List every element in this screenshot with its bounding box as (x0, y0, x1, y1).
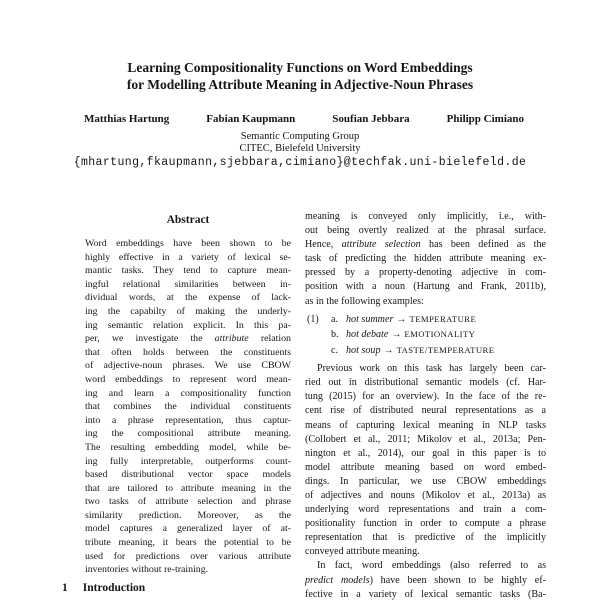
example-item (305, 312, 546, 328)
affiliation-group: Semantic Computing Group (240, 131, 360, 142)
example-attribute: EMOTIONALITY (404, 329, 476, 340)
text-line: as in the following examples: (305, 295, 424, 307)
text-line: of adjectives and nouns (Mikolov et al., 2013a) as (305, 490, 546, 501)
arrow-icon: → (383, 344, 394, 356)
example-phrase: hot summer (346, 313, 394, 325)
example-list-number: (1) (307, 313, 319, 325)
author-name: Soufian Jebbara (332, 113, 410, 125)
text-line: ingful relational similarities between in- (85, 278, 291, 290)
example-letter: b. (331, 329, 339, 341)
text-line: mantic tasks. They tend to capture mean- (85, 265, 291, 277)
text-line: representation that is predictive of the implicitly (305, 532, 546, 544)
example-list (305, 312, 546, 359)
right-column (305, 210, 546, 602)
text-line: position with a noun (Hartung and Frank, 2011b), (305, 281, 546, 293)
text-line: dividual words, at the expense of lack- (85, 292, 291, 304)
author-emails: {mhartung,fkaupmann,sjebbara,cimiano}@techfak.uni-bielefeld.de (73, 156, 527, 169)
abstract-heading: Abstract (166, 214, 210, 226)
text-line: into a phrase representation, thus captur- (85, 414, 291, 426)
section-number: 1 (62, 582, 68, 594)
text-line: ing fully interpretable, outperforms count- (85, 455, 291, 467)
paper-title-line-1: Learning Compositionality Functions on Word Embeddings (127, 60, 473, 75)
text-line: pressed by a property-denoting adjective in com- (305, 267, 546, 279)
text-line: dings. In particular, we use CBOW embeddings (305, 475, 546, 487)
paper-title (0, 60, 600, 93)
text-line: that combines the individual constituents (85, 401, 291, 413)
text-line: ried out in distributional semantic models (cf. Har- (305, 377, 546, 389)
example-letter: c. (331, 344, 339, 356)
text-line: out being overtly realized at the phrasal surface. (305, 225, 546, 237)
text-line: model captures a generalized layer of at- (85, 523, 291, 535)
text-line: used for predictions over various attribute (85, 550, 291, 562)
text-line: ing the compositional attribute meaning. (85, 428, 291, 440)
text-line: tribute meaning, it bears the potential to be (85, 537, 291, 549)
text-line: of adjective-noun phrases. We use CBOW (85, 360, 291, 372)
example-letter: a. (331, 313, 339, 325)
abstract-text (85, 237, 291, 577)
text-line: based distributional vector space models (85, 469, 291, 481)
example-phrase: hot soup (346, 344, 381, 356)
text-line: ing and learn a compositionality function (85, 387, 291, 399)
author-name: Fabian Kaupmann (206, 113, 296, 125)
text-line: predict models) have been shown to be highly ef- (305, 574, 546, 586)
text-line: word embeddings to represent word mean- (85, 373, 291, 385)
text-line: that often holds between the constituents (85, 346, 291, 358)
text-line: tung (2015) for an overview). In the face of the re- (305, 391, 546, 403)
text-line: fective in a variety of lexical semantic tasks (Ba- (305, 588, 546, 600)
example-item (305, 343, 546, 359)
text-line: per, we investigate the attribute relation (85, 333, 291, 345)
text-line: cent rise of distributed neural representations as a (305, 405, 546, 417)
example-item (305, 327, 546, 343)
text-line: positionality function in order to compute a phrase (305, 518, 546, 530)
text-line: two tasks of attribute selection and phrase (85, 496, 291, 508)
text-line: (Collobert et al., 2011; Mikolov et al., 2013a; Pen- (305, 433, 546, 445)
author-name: Philipp Cimiano (446, 113, 524, 125)
text-line: Hence, attribute selection has been defined as the (305, 239, 547, 251)
author-row (84, 113, 524, 125)
example-attribute: TASTE/TEMPERATURE (396, 344, 495, 355)
text-line: ing the capabilty of making the underly- (85, 305, 291, 317)
text-line: means of capturing lexical meaning in NLP tasks (305, 419, 546, 431)
section-heading-introduction (62, 582, 145, 594)
text-line: highly effective in a variety of lexical se- (85, 251, 291, 263)
text-line: The resulting embedding model, while be- (85, 441, 291, 453)
affiliation-university: CITEC, Bielefeld University (239, 143, 361, 154)
arrow-icon: → (391, 329, 402, 341)
paragraph-in-fact (305, 559, 546, 601)
text-line: model attribute meaning based on word embed- (305, 461, 546, 473)
text-line: Previous work on this task has largely been car- (317, 363, 546, 375)
author-name: Matthias Hartung (84, 113, 170, 125)
example-attribute: TEMPERATURE (409, 313, 477, 324)
text-line: underlying word representations and train a com- (305, 504, 546, 516)
text-line: Word embeddings have been shown to be (85, 238, 291, 249)
text-line: nington et al., 2014), our goal in this paper is to (305, 447, 546, 459)
arrow-icon: → (396, 313, 407, 325)
text-line: In fact, word embeddings (also referred to as (317, 560, 546, 572)
text-line: conveyed attribute meaning. (305, 546, 420, 558)
paragraph-intro (305, 210, 546, 309)
paper-title-line-2: for Modelling Attribute Meaning in Adjective-Noun Phrases (126, 76, 474, 92)
section-title: Introduction (82, 582, 146, 594)
text-line: inventories without re-training. (85, 564, 209, 576)
text-line: meaning is conveyed only implicitly, i.e., with- (305, 211, 546, 222)
text-line: task of predicting the hidden attribute meaning ex- (305, 253, 546, 265)
text-line: that are tailored to attribute meaning in the (85, 482, 291, 494)
text-line: ing semantic relation explicit. In this pa- (85, 319, 291, 331)
text-line: similarity prediction. Moreover, as the (85, 509, 291, 521)
example-phrase: hot debate (346, 329, 389, 341)
paragraph-previous-work (305, 362, 546, 559)
